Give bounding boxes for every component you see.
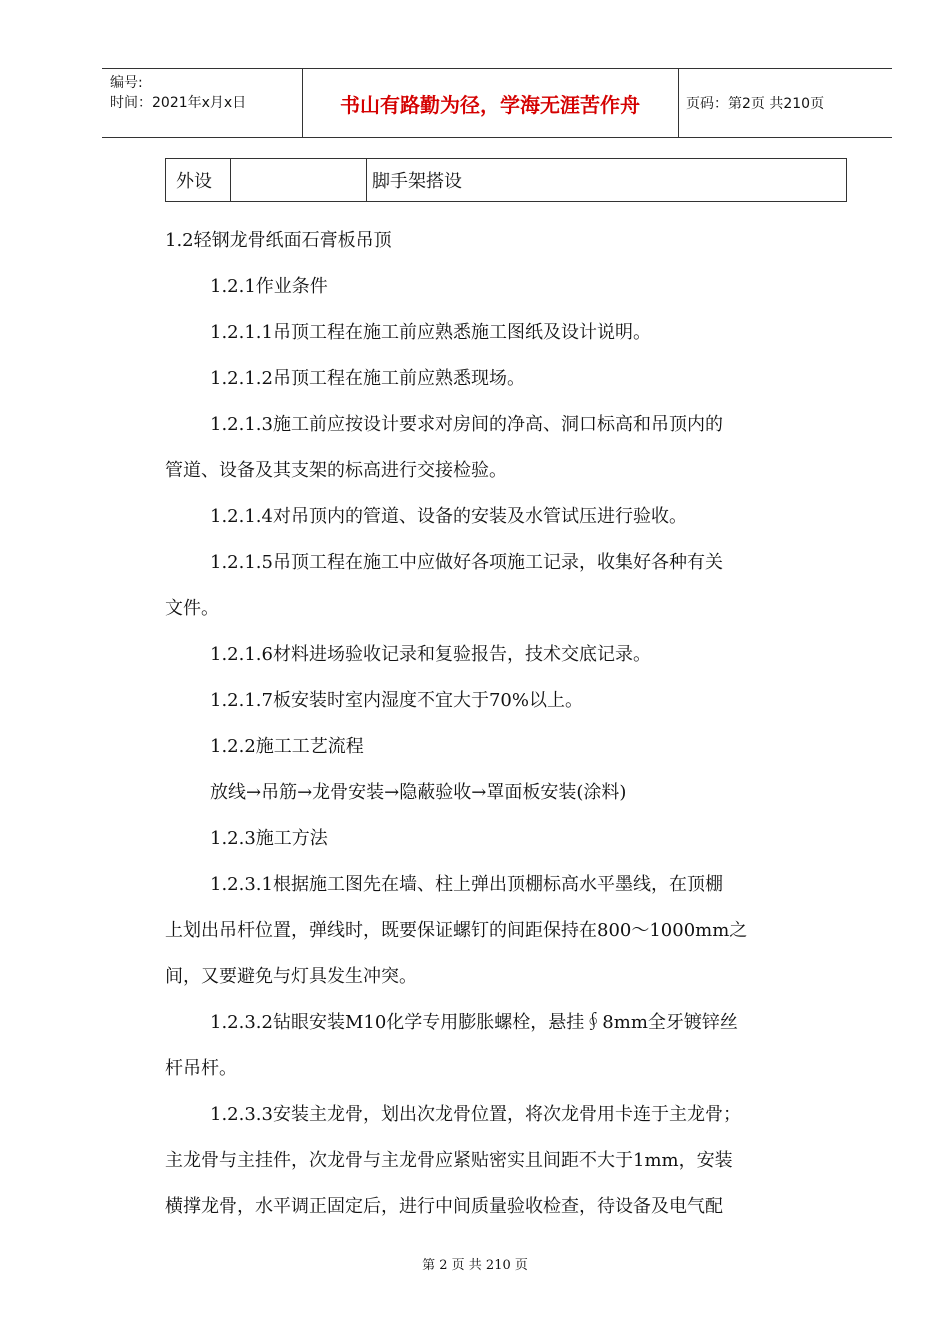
paragraph-line: 1.2.3.2钻眼安装M10化学专用膨胀螺栓，悬挂∮8mm全牙镀锌丝 — [210, 1012, 738, 1033]
number-label: 编号: — [110, 75, 143, 91]
table-cell-item: 脚手架搭设 — [372, 171, 462, 192]
time-label: 时间：2021年x月x日 — [110, 95, 247, 111]
paragraph-line: 1.2轻钢龙骨纸面石膏板吊顶 — [165, 230, 392, 251]
table-row — [165, 158, 847, 202]
paragraph-line: 1.2.2施工工艺流程 — [210, 736, 364, 757]
paragraph-line: 1.2.1.1吊顶工程在施工前应熟悉施工图纸及设计说明。 — [210, 322, 651, 343]
page-header — [102, 68, 892, 138]
paragraph-line: 放线→吊筋→龙骨安装→隐蔽验收→罩面板安装(涂料) — [210, 782, 627, 803]
paragraph-line: 1.2.1.3施工前应按设计要求对房间的净高、洞口标高和吊顶内的 — [210, 414, 723, 435]
paragraph-line: 1.2.1.7板安装时室内湿度不宜大于70%以上。 — [210, 690, 583, 711]
paragraph-line: 管道、设备及其支架的标高进行交接检验。 — [165, 460, 507, 481]
paragraph-line: 间，又要避免与灯具发生冲突。 — [165, 966, 417, 987]
table-divider — [230, 159, 231, 201]
header-meta — [110, 73, 246, 113]
paragraph-line: 1.2.1.5吊顶工程在施工中应做好各项施工记录，收集好各种有关 — [210, 552, 723, 573]
paragraph-line: 文件。 — [165, 598, 219, 619]
paragraph-line: 1.2.1作业条件 — [210, 276, 328, 297]
paragraph-line: 1.2.3施工方法 — [210, 828, 328, 849]
paragraph-line: 杆吊杆。 — [165, 1058, 237, 1079]
paragraph-line: 主龙骨与主挂件，次龙骨与主龙骨应紧贴密实且间距不大于1mm，安装 — [165, 1150, 733, 1171]
table-cell-category: 外设 — [176, 171, 212, 192]
header-motto: 书山有路勤为径，学海无涯苦作舟 — [340, 92, 640, 117]
page-number-label: 页码：第2页 共210页 — [686, 96, 825, 112]
table-divider — [366, 159, 367, 201]
paragraph-line: 1.2.3.1根据施工图先在墙、柱上弹出顶棚标高水平墨线，在顶棚 — [210, 874, 723, 895]
header-divider — [678, 69, 679, 137]
page-footer: 第 2 页 共 210 页 — [422, 1258, 528, 1273]
paragraph-line: 上划出吊杆位置，弹线时，既要保证螺钉的间距保持在800～1000mm之 — [165, 920, 748, 941]
paragraph-line: 横撑龙骨，水平调正固定后，进行中间质量验收检查，待设备及电气配 — [165, 1196, 723, 1217]
header-divider — [302, 69, 303, 137]
paragraph-line: 1.2.1.2吊顶工程在施工前应熟悉现场。 — [210, 368, 525, 389]
paragraph-line: 1.2.3.3安装主龙骨，划出次龙骨位置，将次龙骨用卡连于主龙骨； — [210, 1104, 741, 1125]
paragraph-line: 1.2.1.6材料进场验收记录和复验报告，技术交底记录。 — [210, 644, 651, 665]
paragraph-line: 1.2.1.4对吊顶内的管道、设备的安装及水管试压进行验收。 — [210, 506, 687, 527]
